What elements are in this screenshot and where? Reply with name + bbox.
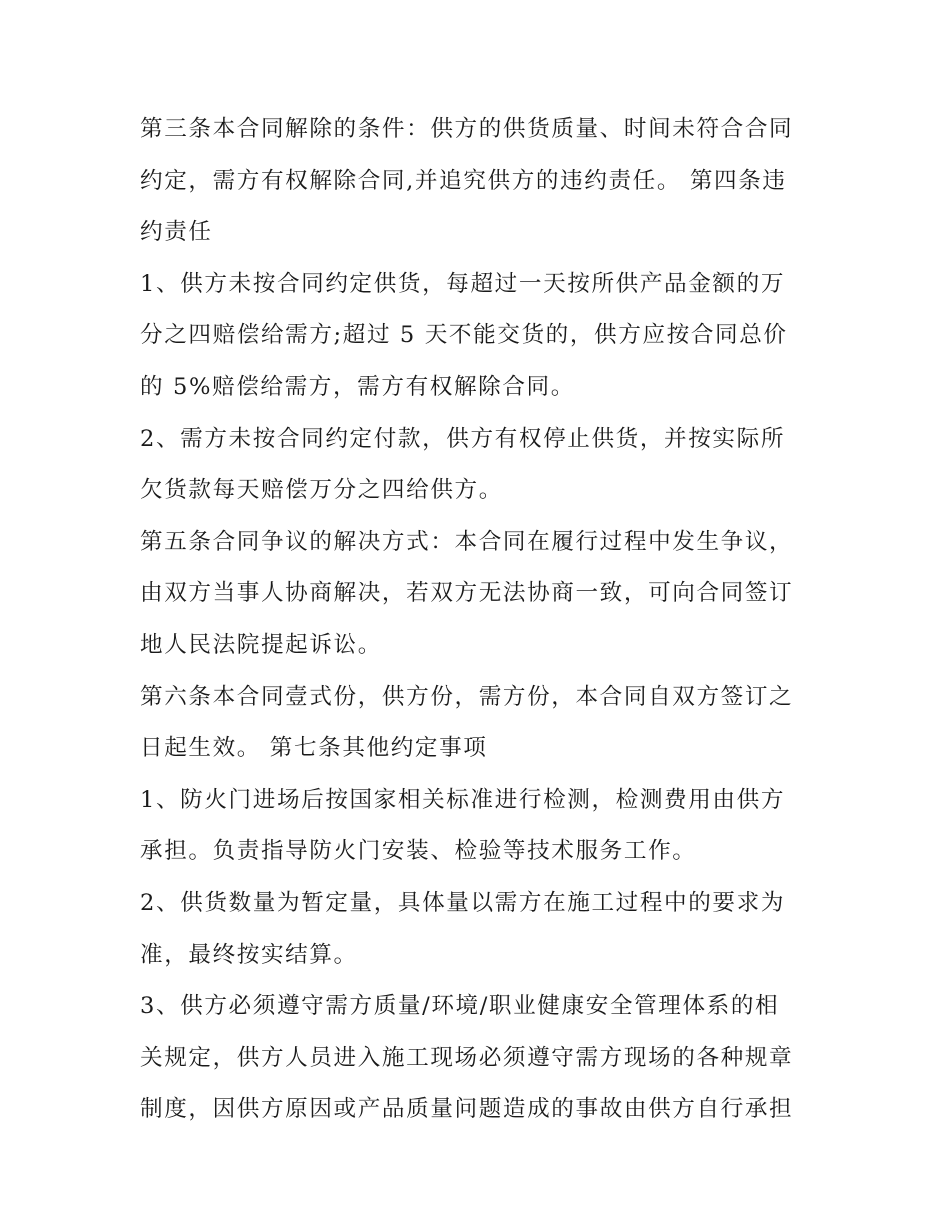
text-line: 承担。负责指导防火门安装、检验等技术服务工作。 — [140, 838, 697, 865]
paragraph-article-7-item-2 — [140, 878, 820, 981]
text-line: 关规定，供方人员进入施工现场必须遵守需方现场的各种规章 — [140, 1044, 794, 1071]
text-line: 第五条合同争议的解决方式：本合同在履行过程中发生争议， — [140, 528, 794, 555]
paragraph-article-4-item-2 — [140, 414, 820, 517]
text-line: 1、供方未按合同约定供货，每超过一天按所供产品金额的万 — [140, 270, 786, 297]
paragraph-article-5 — [140, 517, 820, 672]
text-line: 分之四赔偿给需方;超过 5 天不能交货的，供方应按合同总价 — [140, 322, 788, 349]
text-line: 日起生效。 第七条其他约定事项 — [140, 735, 488, 762]
text-line: 地人民法院提起诉讼。 — [140, 631, 382, 658]
text-line: 2、需方未按合同约定付款，供方有权停止供货，并按实际所 — [140, 425, 786, 452]
text-line: 第三条本合同解除的条件：供方的供货质量、时间未符合合同 — [140, 116, 794, 142]
text-line: 欠货款每天赔偿万分之四给供方。 — [140, 477, 503, 504]
text-line: 约定，需方有权解除合同,并追究供方的违约责任。 第四条违 — [140, 167, 787, 194]
paragraph-article-3 — [140, 104, 820, 259]
document-body — [140, 104, 820, 1136]
paragraph-article-4-item-1 — [140, 259, 820, 414]
text-line: 准，最终按实结算。 — [140, 941, 358, 968]
text-line: 由双方当事人协商解决，若双方无法协商一致，可向合同签订 — [140, 580, 794, 607]
paragraph-article-7-item-3 — [140, 981, 820, 1136]
paragraph-article-7-item-1 — [140, 775, 820, 878]
text-line: 约责任 — [140, 219, 213, 246]
text-line: 3、供方必须遵守需方质量/环境/职业健康安全管理体系的相 — [140, 993, 780, 1020]
text-line: 1、防火门进场后按国家相关标准进行检测，检测费用由供方 — [140, 786, 786, 813]
text-line: 制度，因供方原因或产品质量问题造成的事故由供方自行承担 — [140, 1096, 794, 1123]
text-line: 2、供货数量为暂定量，具体量以需方在施工过程中的要求为 — [140, 889, 786, 916]
text-line: 的 5%赔偿给需方，需方有权解除合同。 — [140, 373, 575, 400]
text-line: 第六条本合同壹式份，供方份，需方份，本合同自双方签订之 — [140, 683, 794, 710]
paragraph-article-6 — [140, 672, 820, 775]
